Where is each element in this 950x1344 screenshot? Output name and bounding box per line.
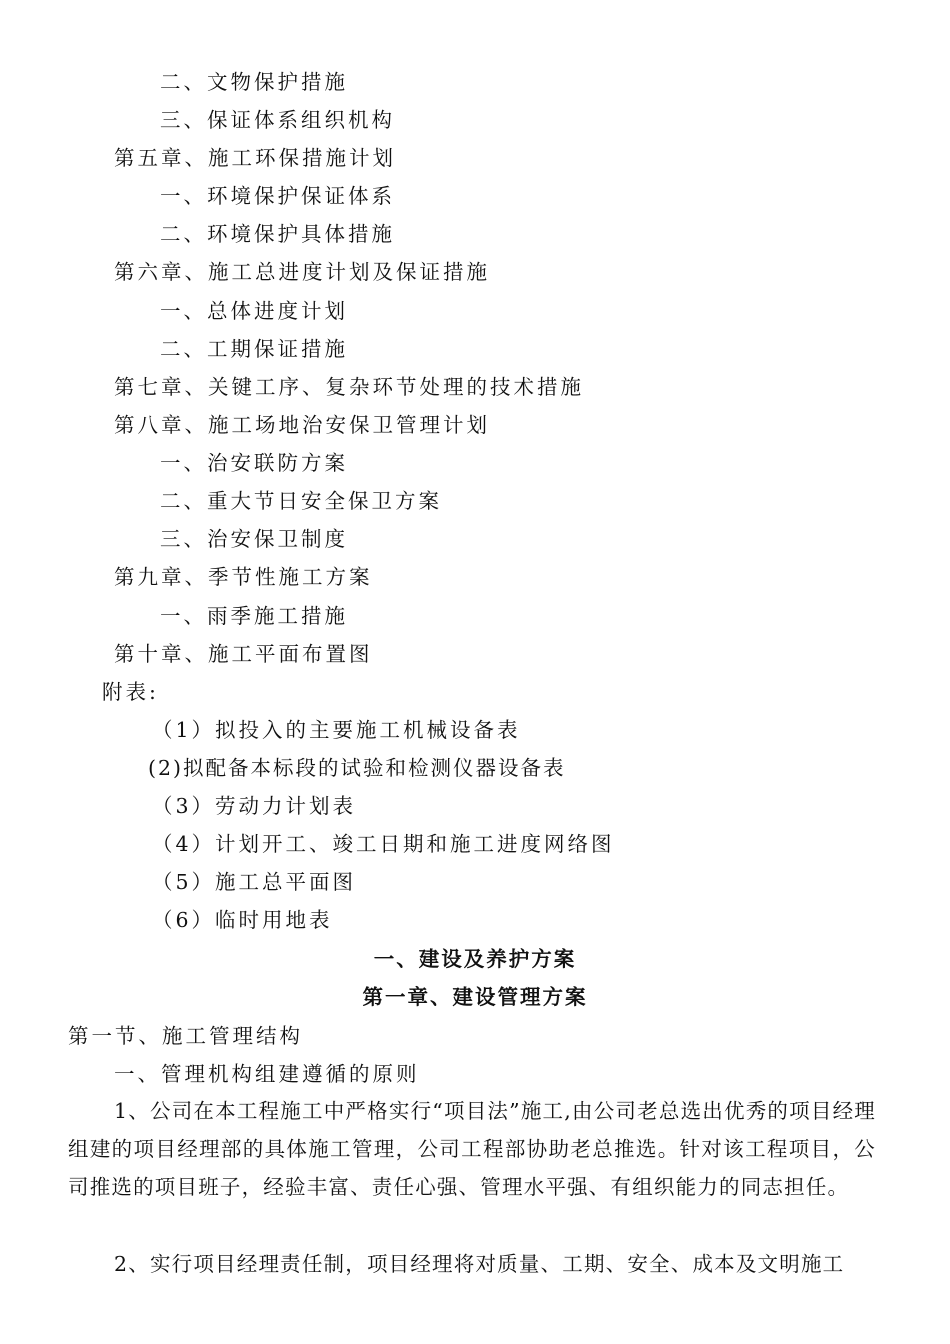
subsection-title: 一、管理机构组建遵循的原则 [114,1062,420,1086]
toc-chapter: 第六章、施工总进度计划及保证措施 [114,260,490,284]
toc-appendix-item: （6）临时用地表 [152,908,333,932]
toc-line: 二、文物保护措施 [160,70,348,94]
toc-appendix-item: (2)拟配备本标段的试验和检测仪器设备表 [148,756,566,780]
paragraph-1: 1、公司在本工程施工中严格实行“项目法”施工,由公司老总选出优秀的项目经理组建的项目经理部的具体施工管理，公司工程部协助老总推选。针对该工程项目，公司推选的项目班子，经验丰富、责任心强、管理水平强、有组织能力的同志担任。 [68,1099,876,1199]
toc-line: 三、保证体系组织机构 [160,108,395,132]
toc-appendix-item: （5）施工总平面图 [152,870,357,894]
toc-line: 一、总体进度计划 [160,299,348,323]
chapter-heading: 第一章、建设管理方案 [362,985,588,1009]
toc-line: 一、治安联防方案 [160,451,348,475]
toc-line: 一、雨季施工措施 [160,604,348,628]
toc-line: 二、工期保证措施 [160,337,348,361]
toc-appendix-item: （1）拟投入的主要施工机械设备表 [152,718,521,742]
toc-chapter: 第九章、季节性施工方案 [114,565,373,589]
toc-line: 二、环境保护具体措施 [160,222,395,246]
toc-appendix-item: （4）计划开工、竣工日期和施工进度网络图 [152,832,615,856]
toc-appendix-label: 附表: [102,680,159,704]
toc-line: 二、重大节日安全保卫方案 [160,489,442,513]
toc-line: 三、治安保卫制度 [160,527,348,551]
section-title: 第一节、施工管理结构 [68,1024,303,1048]
toc-line: 一、环境保护保证体系 [160,184,395,208]
toc-chapter: 第八章、施工场地治安保卫管理计划 [114,413,490,437]
toc-chapter: 第十章、施工平面布置图 [114,642,373,666]
toc-chapter: 第五章、施工环保措施计划 [114,146,396,170]
paragraph-2: 2、实行项目经理责任制，项目经理将对质量、工期、安全、成本及文明施工 [114,1252,845,1276]
main-heading: 一、建设及养护方案 [373,947,577,971]
toc-appendix-item: （3）劳动力计划表 [152,794,357,818]
toc-chapter: 第七章、关键工序、复杂环节处理的技术措施 [114,375,584,399]
